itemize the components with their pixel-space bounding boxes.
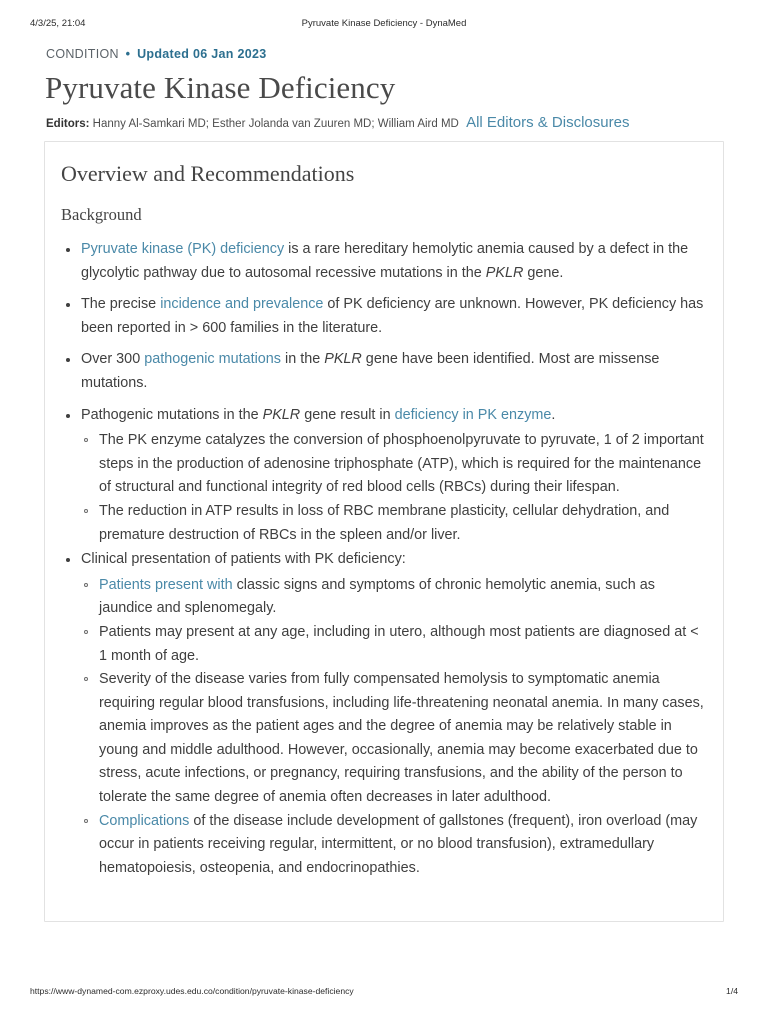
editors-label: Editors: [46, 118, 90, 130]
bullet-text-tail: gene. [523, 264, 564, 281]
bullet-text: in the [281, 351, 325, 368]
sub-bullet-group [81, 574, 709, 881]
section-title-overview: Overview and Recommendations [61, 161, 355, 186]
bullet-text: is a rare hereditary hemolytic anemia caused by a defect in the glycolytic pathway due to autosomal recessive mutations in the [81, 241, 689, 281]
print-footer-url: https://www-dynamed-com.ezproxy.udes.edu.co/condition/pyruvate-kinase-deficiency [30, 986, 354, 996]
list-item [61, 548, 709, 880]
print-footer-page-number: 1/4 [726, 986, 738, 996]
list-item: The reduction in ATP results in loss of RBC membrane plasticity, cellular dehydration, and premature destruction of RBCs in the spleen and/or liver. [81, 500, 709, 547]
print-header [0, 18, 768, 32]
gene-name-italic: PKLR [485, 264, 524, 281]
sub-bullet-text: classic signs and symptoms of chronic hemolytic anemia, such as jaundice and splenomegaly. [99, 576, 655, 617]
sub-bullet-group [81, 429, 709, 547]
print-footer [0, 986, 768, 1000]
bullet-text-lead: Over 300 [81, 351, 145, 368]
list-item: The PK enzyme catalyzes the conversion of phosphoenolpyruvate to pyruvate, 1 of 2 important steps in the production of adenosine triphosphate (ATP), which is required for the maintenance of structural and functional integrity of red blood cells (RBCs) during their lifespan. [81, 429, 709, 500]
list-item [61, 238, 709, 285]
link-pyruvate-kinase-deficiency[interactable]: Pyruvate kinase (PK) deficiency [81, 241, 285, 257]
list-item [81, 621, 709, 668]
list-item [81, 668, 709, 810]
link-pathogenic-mutations[interactable]: pathogenic mutations [144, 351, 282, 368]
kicker-content-type: CONDITION [46, 47, 119, 61]
sub-bullet-text: Severity of the disease varies from fully compensated hemolysis to symptomatic anemia requiring regular blood transfusions, including life-threatening neonatal anemia. In many cases, anemia improves as the patient ages and the degree of anemia may be relatively stable in young and middle adulthood. However, occasionally, anemia may become exacerbated due to stress, acute infections, or pregnancy, requiring transfusions, and the ability of the person to tolerate the same degree of anemia often decreases in later adulthood. [99, 671, 704, 806]
list-item [61, 348, 709, 395]
article-kicker [44, 45, 724, 63]
editors-names: Hanny Al-Samkari MD; Esther Jolanda van Zuuren MD; William Aird MD [92, 118, 459, 130]
gene-name-italic: PKLR [262, 406, 301, 423]
print-header-date: 4/3/25, 21:04 [30, 18, 86, 29]
overview-card [44, 141, 724, 922]
editors-line [44, 115, 724, 132]
bullet-text-lead: The precise [81, 296, 161, 313]
bullet-text-lead: Pathogenic mutations in the [81, 406, 263, 423]
bullet-text: gene result in [300, 406, 395, 423]
bullet-text: of PK deficiency are unknown. However, PK deficiency has been reported in > 600 families in the literature. [81, 296, 704, 336]
bullet-text-tail: . [551, 406, 556, 423]
sub-bullet-text: of the disease include development of gallstones (frequent), iron overload (may occur in patients receiving regular, intermittent, or no blood transfusion), extramedullary hematopoiesis, osteopenia, and endocrinopathies. [99, 812, 698, 876]
list-item [61, 293, 709, 340]
link-incidence-and-prevalence[interactable]: incidence and prevalence [160, 296, 324, 313]
background-bullet-list [61, 238, 709, 880]
sub-bullet-text: Patients may present at any age, including in utero, although most patients are diagnosed at < 1 month of age. [99, 623, 699, 664]
gene-name-italic: PKLR [324, 351, 362, 368]
article-body [44, 45, 724, 922]
all-editors-disclosures-link[interactable]: All Editors & Disclosures [466, 114, 630, 131]
link-patients-present-with[interactable]: Patients present with [99, 576, 233, 593]
bullet-text-lead: Clinical presentation of patients with PK deficiency: [81, 551, 406, 568]
sub-bullet-list [81, 429, 709, 547]
print-header-title: Pyruvate Kinase Deficiency - DynaMed [301, 18, 467, 29]
link-complications[interactable]: Complications [99, 812, 190, 829]
list-item [61, 404, 709, 548]
subsection-title-background: Background [61, 205, 142, 224]
kicker-separator-dot: • [125, 47, 131, 61]
bullet-text-tail: gene have been identified. Most are missense mutations. [81, 351, 660, 391]
link-deficiency-in-pk-enzyme[interactable]: deficiency in PK enzyme [394, 406, 552, 423]
list-item [81, 810, 709, 881]
page-title: Pyruvate Kinase Deficiency [45, 70, 396, 105]
list-item [81, 574, 709, 621]
sub-bullet-list [81, 574, 709, 881]
kicker-updated-date: Updated 06 Jan 2023 [137, 47, 267, 61]
